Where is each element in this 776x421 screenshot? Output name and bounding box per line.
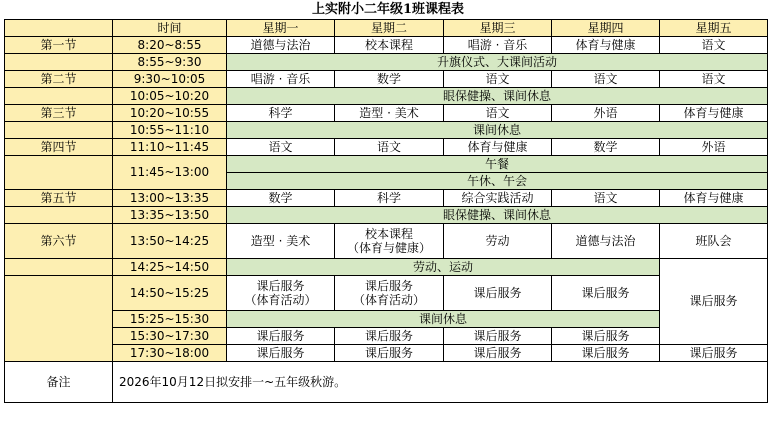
note-label: 备注 [5, 362, 113, 403]
table-row [5, 207, 768, 224]
table-row [5, 105, 768, 122]
class-cell: 外语 [660, 139, 768, 156]
header-wed: 星期三 [444, 20, 552, 37]
period-label [5, 88, 113, 105]
header-row [5, 20, 768, 37]
class-cell: 综合实践活动 [444, 190, 552, 207]
class-cell: 道德与法治 [552, 224, 660, 259]
period-label: 第六节 [5, 224, 113, 259]
period-label: 第三节 [5, 105, 113, 122]
class-cell: 体育与健康 [552, 37, 660, 54]
table-row [5, 71, 768, 88]
break-cell: 眼保健操、课间休息 [227, 88, 768, 105]
schedule-title: 上实附小二年级1班课程表 [311, 2, 465, 17]
class-cell: 科学 [335, 190, 444, 207]
period-label [5, 207, 113, 224]
time-cell: 15:25~15:30 [113, 311, 227, 328]
table-row [5, 156, 768, 173]
break-cell: 课间休息 [227, 122, 768, 139]
class-cell: 班队会 [660, 224, 768, 259]
header-fri: 星期五 [660, 20, 768, 37]
class-cell: 唱游 · 音乐 [444, 37, 552, 54]
period-label: 第一节 [5, 37, 113, 54]
class-cell: 体育与健康 [660, 190, 768, 207]
class-cell: 语文 [552, 190, 660, 207]
rest-cell: 午休、午会 [227, 173, 768, 190]
table-row [5, 259, 768, 276]
period-label [5, 156, 113, 190]
table-row [5, 37, 768, 54]
class-cell: 课后服务 （体育活动） [227, 276, 335, 311]
fri-afterschool-cell: 课后服务 [660, 259, 768, 345]
time-cell: 13:50~14:25 [113, 224, 227, 259]
class-cell: 语文 [660, 71, 768, 88]
class-cell: 课后服务 [444, 276, 552, 311]
time-cell: 9:30~10:05 [113, 71, 227, 88]
table-row [5, 224, 768, 259]
class-cell: 课后服务 [660, 345, 768, 362]
header-thu: 星期四 [552, 20, 660, 37]
class-cell: 校本课程 [335, 37, 444, 54]
time-cell: 14:25~14:50 [113, 259, 227, 276]
class-cell: 语文 [335, 139, 444, 156]
period-label [5, 54, 113, 71]
class-cell: 劳动 [444, 224, 552, 259]
class-cell: 唱游 · 音乐 [227, 71, 335, 88]
period-label [5, 122, 113, 139]
class-cell: 语文 [444, 105, 552, 122]
class-cell: 课后服务 [227, 328, 335, 345]
timetable [4, 19, 768, 403]
time-cell: 14:50~15:25 [113, 276, 227, 311]
time-cell: 10:20~10:55 [113, 105, 227, 122]
table-row [5, 276, 768, 311]
period-label: 第四节 [5, 139, 113, 156]
class-cell: 外语 [552, 105, 660, 122]
table-row [5, 88, 768, 105]
header-time: 时间 [113, 20, 227, 37]
class-cell: 道德与法治 [227, 37, 335, 54]
class-cell: 校本课程 （体育与健康） [335, 224, 444, 259]
break-cell: 升旗仪式、大课间活动 [227, 54, 768, 71]
class-cell: 语文 [444, 71, 552, 88]
class-cell: 造型 · 美术 [335, 105, 444, 122]
break-cell: 眼保健操、课间休息 [227, 207, 768, 224]
time-cell: 8:55~9:30 [113, 54, 227, 71]
time-cell: 13:00~13:35 [113, 190, 227, 207]
class-cell: 造型 · 美术 [227, 224, 335, 259]
table-row [5, 311, 768, 328]
class-cell: 课后服务 [227, 345, 335, 362]
class-cell: 课后服务 [444, 345, 552, 362]
header-mon: 星期一 [227, 20, 335, 37]
period-label: 第五节 [5, 190, 113, 207]
class-cell: 数学 [552, 139, 660, 156]
time-cell: 11:10~11:45 [113, 139, 227, 156]
time-cell: 10:05~10:20 [113, 88, 227, 105]
time-cell: 13:35~13:50 [113, 207, 227, 224]
class-cell: 课后服务 [552, 328, 660, 345]
class-cell: 课后服务 [444, 328, 552, 345]
class-cell: 课后服务 [335, 328, 444, 345]
period-label [5, 259, 113, 276]
class-cell: 数学 [227, 190, 335, 207]
class-cell: 课后服务 [552, 345, 660, 362]
note-row [5, 362, 768, 403]
period-label [5, 276, 113, 362]
time-cell: 17:30~18:00 [113, 345, 227, 362]
header-blank [5, 20, 113, 37]
class-cell: 数学 [335, 71, 444, 88]
class-cell: 课后服务 [335, 345, 444, 362]
class-cell: 语文 [227, 139, 335, 156]
period-label: 第二节 [5, 71, 113, 88]
note-text: 2026年10月12日拟安排一~五年级秋游。 [113, 362, 768, 403]
class-cell: 课后服务 [552, 276, 660, 311]
class-cell: 语文 [552, 71, 660, 88]
break-cell: 劳动、运动 [227, 259, 660, 276]
lunch-cell: 午餐 [227, 156, 768, 173]
class-cell: 课后服务 （体育活动） [335, 276, 444, 311]
class-cell: 体育与健康 [660, 105, 768, 122]
time-cell: 10:55~11:10 [113, 122, 227, 139]
class-cell: 体育与健康 [444, 139, 552, 156]
class-cell: 科学 [227, 105, 335, 122]
table-row [5, 122, 768, 139]
table-row [5, 54, 768, 71]
table-row [5, 345, 768, 362]
table-row [5, 139, 768, 156]
table-row [5, 190, 768, 207]
time-cell: 15:30~17:30 [113, 328, 227, 345]
time-cell: 11:45~13:00 [113, 156, 227, 190]
table-row [5, 328, 768, 345]
break-cell: 课间休息 [227, 311, 660, 328]
class-cell: 语文 [660, 37, 768, 54]
time-cell: 8:20~8:55 [113, 37, 227, 54]
header-tue: 星期二 [335, 20, 444, 37]
